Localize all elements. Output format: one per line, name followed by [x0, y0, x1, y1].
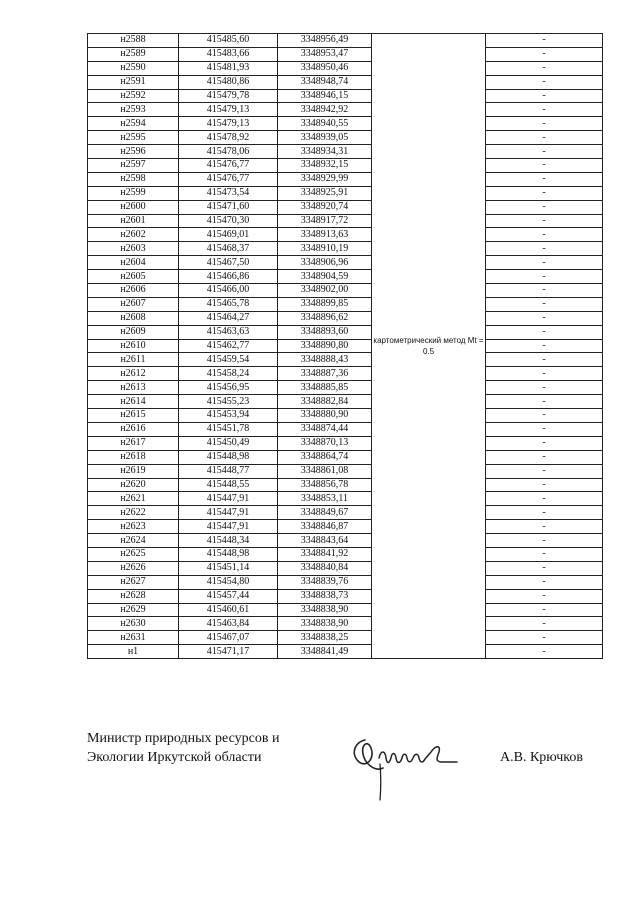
point-name-cell: н2619	[88, 464, 179, 478]
dash-cell: -	[486, 478, 603, 492]
point-name-cell: н2618	[88, 450, 179, 464]
table-row	[88, 200, 603, 214]
table-row	[88, 422, 603, 436]
table-row	[88, 89, 603, 103]
point-name-cell: н2627	[88, 575, 179, 589]
y-coordinate-cell: 3348902,00	[278, 284, 372, 298]
x-coordinate-cell: 415483,66	[179, 47, 278, 61]
point-name-cell: н2600	[88, 200, 179, 214]
y-coordinate-cell: 3348843,64	[278, 534, 372, 548]
table-row	[88, 284, 603, 298]
y-coordinate-cell: 3348953,47	[278, 47, 372, 61]
y-coordinate-cell: 3348939,05	[278, 131, 372, 145]
point-name-cell: н2626	[88, 561, 179, 575]
signer-position-line-1: Министр природных ресурсов и	[87, 731, 280, 746]
x-coordinate-cell: 415465,78	[179, 297, 278, 311]
table-row	[88, 436, 603, 450]
point-name-cell: н2620	[88, 478, 179, 492]
y-coordinate-cell: 3348839,76	[278, 575, 372, 589]
x-coordinate-cell: 415447,91	[179, 506, 278, 520]
table-row	[88, 547, 603, 561]
table-row	[88, 214, 603, 228]
dash-cell: -	[486, 381, 603, 395]
y-coordinate-cell: 3348840,84	[278, 561, 372, 575]
y-coordinate-cell: 3348932,15	[278, 159, 372, 173]
y-coordinate-cell: 3348910,19	[278, 242, 372, 256]
dash-cell: -	[486, 200, 603, 214]
table-row	[88, 631, 603, 645]
point-name-cell: н2602	[88, 228, 179, 242]
coordinates-table-body	[88, 34, 603, 659]
table-row	[88, 353, 603, 367]
point-name-cell: н2622	[88, 506, 179, 520]
point-name-cell: н2611	[88, 353, 179, 367]
y-coordinate-cell: 3348893,60	[278, 325, 372, 339]
y-coordinate-cell: 3348882,84	[278, 395, 372, 409]
signer-name: А.В. Крючков	[500, 750, 583, 765]
dash-cell: -	[486, 575, 603, 589]
point-name-cell: н2592	[88, 89, 179, 103]
signer-position	[87, 729, 279, 767]
point-name-cell: н2623	[88, 520, 179, 534]
table-row	[88, 270, 603, 284]
x-coordinate-cell: 415460,61	[179, 603, 278, 617]
table-row	[88, 47, 603, 61]
dash-cell: -	[486, 561, 603, 575]
table-row	[88, 228, 603, 242]
y-coordinate-cell: 3348838,90	[278, 603, 372, 617]
table-row	[88, 297, 603, 311]
x-coordinate-cell: 415451,14	[179, 561, 278, 575]
point-name-cell: н2603	[88, 242, 179, 256]
coordinates-table	[87, 33, 603, 659]
point-name-cell: н2614	[88, 395, 179, 409]
x-coordinate-cell: 415476,77	[179, 172, 278, 186]
dash-cell: -	[486, 409, 603, 423]
table-row	[88, 464, 603, 478]
table-row	[88, 575, 603, 589]
point-name-cell: н2589	[88, 47, 179, 61]
dash-cell: -	[486, 131, 603, 145]
x-coordinate-cell: 415457,44	[179, 589, 278, 603]
y-coordinate-cell: 3348940,55	[278, 117, 372, 131]
point-name-cell: н2601	[88, 214, 179, 228]
dash-cell: -	[486, 159, 603, 173]
dash-cell: -	[486, 270, 603, 284]
dash-cell: -	[486, 436, 603, 450]
y-coordinate-cell: 3348948,74	[278, 75, 372, 89]
dash-cell: -	[486, 89, 603, 103]
point-name-cell: н2615	[88, 409, 179, 423]
y-coordinate-cell: 3348838,25	[278, 631, 372, 645]
point-name-cell: н2595	[88, 131, 179, 145]
dash-cell: -	[486, 311, 603, 325]
point-name-cell: н2599	[88, 186, 179, 200]
table-row	[88, 325, 603, 339]
point-name-cell: н2594	[88, 117, 179, 131]
x-coordinate-cell: 415463,63	[179, 325, 278, 339]
table-row	[88, 534, 603, 548]
y-coordinate-cell: 3348853,11	[278, 492, 372, 506]
table-row	[88, 645, 603, 659]
x-coordinate-cell: 415479,78	[179, 89, 278, 103]
point-name-cell: н2612	[88, 367, 179, 381]
point-name-cell: н2597	[88, 159, 179, 173]
dash-cell: -	[486, 464, 603, 478]
point-name-cell: н2590	[88, 61, 179, 75]
y-coordinate-cell: 3348920,74	[278, 200, 372, 214]
dash-cell: -	[486, 145, 603, 159]
x-coordinate-cell: 415471,17	[179, 645, 278, 659]
dash-cell: -	[486, 534, 603, 548]
y-coordinate-cell: 3348904,59	[278, 270, 372, 284]
dash-cell: -	[486, 547, 603, 561]
point-name-cell: н2621	[88, 492, 179, 506]
y-coordinate-cell: 3348874,44	[278, 422, 372, 436]
y-coordinate-cell: 3348870,13	[278, 436, 372, 450]
point-name-cell: н2624	[88, 534, 179, 548]
table-row	[88, 561, 603, 575]
x-coordinate-cell: 415464,27	[179, 311, 278, 325]
x-coordinate-cell: 415448,77	[179, 464, 278, 478]
y-coordinate-cell: 3348861,08	[278, 464, 372, 478]
point-name-cell: н2616	[88, 422, 179, 436]
y-coordinate-cell: 3348946,15	[278, 89, 372, 103]
x-coordinate-cell: 415454,80	[179, 575, 278, 589]
dash-cell: -	[486, 297, 603, 311]
x-coordinate-cell: 415471,60	[179, 200, 278, 214]
dash-cell: -	[486, 422, 603, 436]
x-coordinate-cell: 415448,98	[179, 450, 278, 464]
x-coordinate-cell: 415451,78	[179, 422, 278, 436]
signer-position-line-2: Экологии Иркутской области	[87, 750, 262, 765]
table-row	[88, 145, 603, 159]
dash-cell: -	[486, 617, 603, 631]
table-row	[88, 75, 603, 89]
dash-cell: -	[486, 339, 603, 353]
table-row	[88, 186, 603, 200]
y-coordinate-cell: 3348888,43	[278, 353, 372, 367]
table-row	[88, 159, 603, 173]
x-coordinate-cell: 415463,84	[179, 617, 278, 631]
dash-cell: -	[486, 256, 603, 270]
dash-cell: -	[486, 492, 603, 506]
dash-cell: -	[486, 395, 603, 409]
x-coordinate-cell: 415478,06	[179, 145, 278, 159]
x-coordinate-cell: 415466,00	[179, 284, 278, 298]
point-name-cell: н2631	[88, 631, 179, 645]
point-name-cell: н2617	[88, 436, 179, 450]
table-row	[88, 506, 603, 520]
x-coordinate-cell: 415485,60	[179, 34, 278, 48]
point-name-cell: н2606	[88, 284, 179, 298]
y-coordinate-cell: 3348929,99	[278, 172, 372, 186]
dash-cell: -	[486, 34, 603, 48]
table-row	[88, 450, 603, 464]
dash-cell: -	[486, 367, 603, 381]
dash-cell: -	[486, 325, 603, 339]
table-row	[88, 131, 603, 145]
table-row	[88, 311, 603, 325]
point-name-cell: н2608	[88, 311, 179, 325]
y-coordinate-cell: 3348838,90	[278, 617, 372, 631]
dash-cell: -	[486, 61, 603, 75]
x-coordinate-cell: 415468,37	[179, 242, 278, 256]
x-coordinate-cell: 415456,95	[179, 381, 278, 395]
dash-cell: -	[486, 103, 603, 117]
y-coordinate-cell: 3348925,91	[278, 186, 372, 200]
table-row	[88, 256, 603, 270]
table-row	[88, 34, 603, 48]
y-coordinate-cell: 3348841,49	[278, 645, 372, 659]
table-row	[88, 367, 603, 381]
y-coordinate-cell: 3348917,72	[278, 214, 372, 228]
y-coordinate-cell: 3348913,63	[278, 228, 372, 242]
x-coordinate-cell: 415450,49	[179, 436, 278, 450]
x-coordinate-cell: 415479,13	[179, 103, 278, 117]
x-coordinate-cell: 415470,30	[179, 214, 278, 228]
y-coordinate-cell: 3348849,67	[278, 506, 372, 520]
y-coordinate-cell: 3348956,49	[278, 34, 372, 48]
dash-cell: -	[486, 353, 603, 367]
point-name-cell: н2596	[88, 145, 179, 159]
y-coordinate-cell: 3348885,85	[278, 381, 372, 395]
method-cell: картометрический метод Mt = 0.5	[372, 34, 486, 659]
table-row	[88, 172, 603, 186]
y-coordinate-cell: 3348838,73	[278, 589, 372, 603]
dash-cell: -	[486, 506, 603, 520]
dash-cell: -	[486, 186, 603, 200]
y-coordinate-cell: 3348942,92	[278, 103, 372, 117]
y-coordinate-cell: 3348934,31	[278, 145, 372, 159]
table-row	[88, 242, 603, 256]
dash-cell: -	[486, 47, 603, 61]
x-coordinate-cell: 415466,86	[179, 270, 278, 284]
point-name-cell: н2598	[88, 172, 179, 186]
y-coordinate-cell: 3348899,85	[278, 297, 372, 311]
table-row	[88, 103, 603, 117]
table-row	[88, 381, 603, 395]
x-coordinate-cell: 415479,13	[179, 117, 278, 131]
point-name-cell: н2613	[88, 381, 179, 395]
x-coordinate-cell: 415469,01	[179, 228, 278, 242]
x-coordinate-cell: 415448,55	[179, 478, 278, 492]
point-name-cell: н2630	[88, 617, 179, 631]
table-row	[88, 409, 603, 423]
point-name-cell: н1	[88, 645, 179, 659]
y-coordinate-cell: 3348841,92	[278, 547, 372, 561]
point-name-cell: н2588	[88, 34, 179, 48]
dash-cell: -	[486, 450, 603, 464]
x-coordinate-cell: 415462,77	[179, 339, 278, 353]
point-name-cell: н2610	[88, 339, 179, 353]
x-coordinate-cell: 415458,24	[179, 367, 278, 381]
table-row	[88, 395, 603, 409]
point-name-cell: н2629	[88, 603, 179, 617]
y-coordinate-cell: 3348864,74	[278, 450, 372, 464]
y-coordinate-cell: 3348950,46	[278, 61, 372, 75]
point-name-cell: н2591	[88, 75, 179, 89]
table-row	[88, 339, 603, 353]
dash-cell: -	[486, 631, 603, 645]
dash-cell: -	[486, 284, 603, 298]
dash-cell: -	[486, 214, 603, 228]
y-coordinate-cell: 3348887,36	[278, 367, 372, 381]
x-coordinate-cell: 415448,98	[179, 547, 278, 561]
y-coordinate-cell: 3348846,87	[278, 520, 372, 534]
dash-cell: -	[486, 645, 603, 659]
table-row	[88, 589, 603, 603]
table-row	[88, 61, 603, 75]
dash-cell: -	[486, 228, 603, 242]
x-coordinate-cell: 415478,92	[179, 131, 278, 145]
y-coordinate-cell: 3348896,62	[278, 311, 372, 325]
point-name-cell: н2593	[88, 103, 179, 117]
dash-cell: -	[486, 172, 603, 186]
x-coordinate-cell: 415480,86	[179, 75, 278, 89]
x-coordinate-cell: 415453,94	[179, 409, 278, 423]
table-row	[88, 117, 603, 131]
y-coordinate-cell: 3348856,78	[278, 478, 372, 492]
point-name-cell: н2604	[88, 256, 179, 270]
table-row	[88, 603, 603, 617]
table-row	[88, 617, 603, 631]
table-row	[88, 478, 603, 492]
x-coordinate-cell: 415467,50	[179, 256, 278, 270]
dash-cell: -	[486, 520, 603, 534]
point-name-cell: н2607	[88, 297, 179, 311]
x-coordinate-cell: 415481,93	[179, 61, 278, 75]
point-name-cell: н2625	[88, 547, 179, 561]
point-name-cell: н2609	[88, 325, 179, 339]
dash-cell: -	[486, 117, 603, 131]
point-name-cell: н2628	[88, 589, 179, 603]
dash-cell: -	[486, 603, 603, 617]
x-coordinate-cell: 415455,23	[179, 395, 278, 409]
x-coordinate-cell: 415476,77	[179, 159, 278, 173]
point-name-cell: н2605	[88, 270, 179, 284]
x-coordinate-cell: 415473,54	[179, 186, 278, 200]
x-coordinate-cell: 415459,54	[179, 353, 278, 367]
dash-cell: -	[486, 589, 603, 603]
x-coordinate-cell: 415447,91	[179, 492, 278, 506]
dash-cell: -	[486, 242, 603, 256]
y-coordinate-cell: 3348890,80	[278, 339, 372, 353]
x-coordinate-cell: 415448,34	[179, 534, 278, 548]
x-coordinate-cell: 415467,07	[179, 631, 278, 645]
y-coordinate-cell: 3348906,96	[278, 256, 372, 270]
x-coordinate-cell: 415447,91	[179, 520, 278, 534]
table-row	[88, 492, 603, 506]
handwritten-signature	[345, 728, 465, 803]
y-coordinate-cell: 3348880,90	[278, 409, 372, 423]
table-row	[88, 520, 603, 534]
dash-cell: -	[486, 75, 603, 89]
